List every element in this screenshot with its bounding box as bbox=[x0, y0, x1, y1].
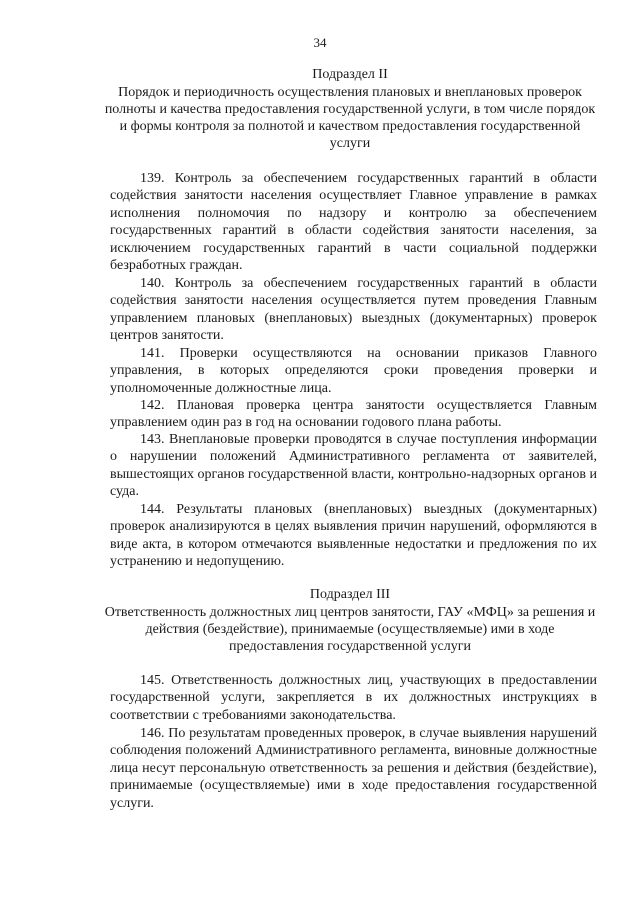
paragraph-145: 145. Ответственность должностных лиц, участвующих в предоставлении государственной услуги, закрепляется в их должностных инструкциях в соответствии с требованиями законодательства. bbox=[110, 673, 597, 723]
paragraph-143: 143. Внеплановые проверки проводятся в случае поступления информации о нарушении положений Административного регламента от заявителей, вышестоящих органов государственной власти, контрольно-надзорных органов и суда. bbox=[110, 432, 597, 500]
paragraph-139: 139. Контроль за обеспечением государственных гарантий в области содействия занятости населения осуществляет Главное управление в рамках исполнения полномочия по надзору и контролю за обеспечением государственных гарантий в области содействия занятости населения, за исключением государственных гарантий в части социальной поддержки безработных граждан. bbox=[110, 171, 597, 274]
paragraph-142: 142. Плановая проверка центра занятости осуществляется Главным управлением один раз в год на основании годового плана работы. bbox=[110, 398, 597, 431]
paragraph-144: 144. Результаты плановых (внеплановых) выездных (документарных) проверок анализируются в целях выявления причин нарушений, оформляются в виде акта, в котором отмечаются выявленные недостатки и предложения по их устранению и недопущению. bbox=[110, 502, 597, 570]
section-2-heading: Порядок и периодичность осуществления плановых и внеплановых проверок полноты и качества предоставления государственной услуги, в том числе порядок и формы контроля за полнотой и качеством предоставления государственной услуги bbox=[104, 85, 596, 151]
section-3-title: Подраздел III bbox=[309, 587, 391, 602]
paragraph-146: 146. По результатам проведенных проверок, в случае выявления нарушений соблюдения положений Административного регламента, виновные должностные лица несут персональную ответственность за решения и действия (бездействие), принимаемые (осуществляемые) ими в ходе предоставления государственной услуги. bbox=[110, 726, 597, 811]
section-2-title: Подраздел II bbox=[312, 67, 388, 82]
section-3-heading: Ответственность должностных лиц центров занятости, ГАУ «МФЦ» за решения и действия (бездействие), принимаемые (осуществляемые) ими в ходе предоставления государственной услуги bbox=[104, 605, 596, 654]
paragraph-140: 140. Контроль за обеспечением государственных гарантий в области содействия занятости населения осуществляется путем проведения Главным управлением плановых (внеплановых) выездных (документарных) проверок центров занятости. bbox=[110, 276, 597, 344]
paragraph-141: 141. Проверки осуществляются на основании приказов Главного управления, в которых определяются сроки проведения проверки и уполномоченные должностные лица. bbox=[110, 346, 597, 396]
page-number: 34 bbox=[313, 35, 327, 50]
